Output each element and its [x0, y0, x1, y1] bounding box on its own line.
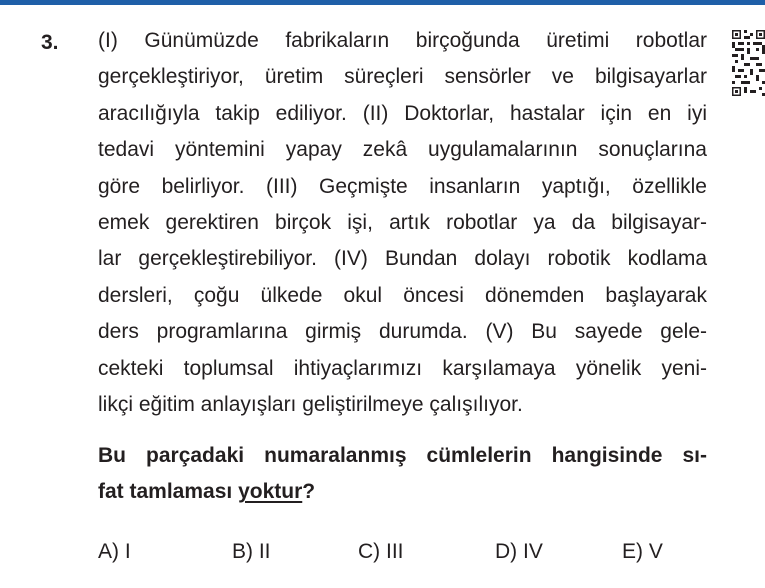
option-a[interactable]: A) I [98, 540, 131, 563]
option-c[interactable]: C) III [358, 540, 404, 563]
answer-options [0, 538, 765, 568]
passage-line: göre belirliyor. (III) Geçmişte insanların yaptığı, özellikle [98, 174, 707, 198]
prompt-emphasis: yoktur [238, 480, 303, 504]
qr-code-icon[interactable] [732, 30, 765, 96]
prompt-text: fat tamlaması [98, 480, 239, 504]
passage-line: dersleri, çoğu ülkede okul öncesi dönemden başlayarak [98, 283, 707, 307]
prompt-line: Bu parçadaki numaralanmış cümlelerin hangisinde sı- [98, 444, 707, 468]
passage-line: gerçekleştiriyor, üretim süreçleri sensörler ve bilgisayarlar [98, 65, 707, 89]
passage-line: emek gerektiren birçok işi, artık robotlar ya da bilgisayar- [98, 210, 707, 234]
option-b[interactable]: B) II [232, 540, 271, 563]
question-prompt [98, 441, 707, 513]
passage [98, 27, 707, 427]
prompt-question-mark: ? [302, 480, 316, 504]
header-band [0, 0, 765, 5]
passage-line: (I) Günümüzde fabrikaların birçoğunda üretimi robotlar [98, 29, 707, 52]
option-d[interactable]: D) IV [495, 540, 543, 563]
question-body [98, 27, 707, 513]
passage-line: likçi eğitim anlayışları geliştirilmeye çalışılıyor. [98, 392, 523, 416]
option-e[interactable]: E) V [622, 540, 663, 563]
question-number: 3. [41, 31, 59, 54]
passage-line: ders programlarına girmiş durumda. (V) Bu sayede gele- [98, 320, 707, 344]
passage-line: cekteki toplumsal ihtiyaçlarımızı karşılamaya yönelik yeni- [98, 356, 707, 380]
passage-line: aracılığıyla takip ediliyor. (II) Doktorlar, hastalar için en iyi [98, 101, 707, 125]
prompt-line [98, 477, 707, 513]
passage-line: lar gerçekleştirebiliyor. (IV) Bundan dolayı robotik kodlama [98, 247, 707, 271]
passage-line: tedavi yöntemini yapay zekâ uygulamalarının sonuçlarına [98, 138, 707, 162]
